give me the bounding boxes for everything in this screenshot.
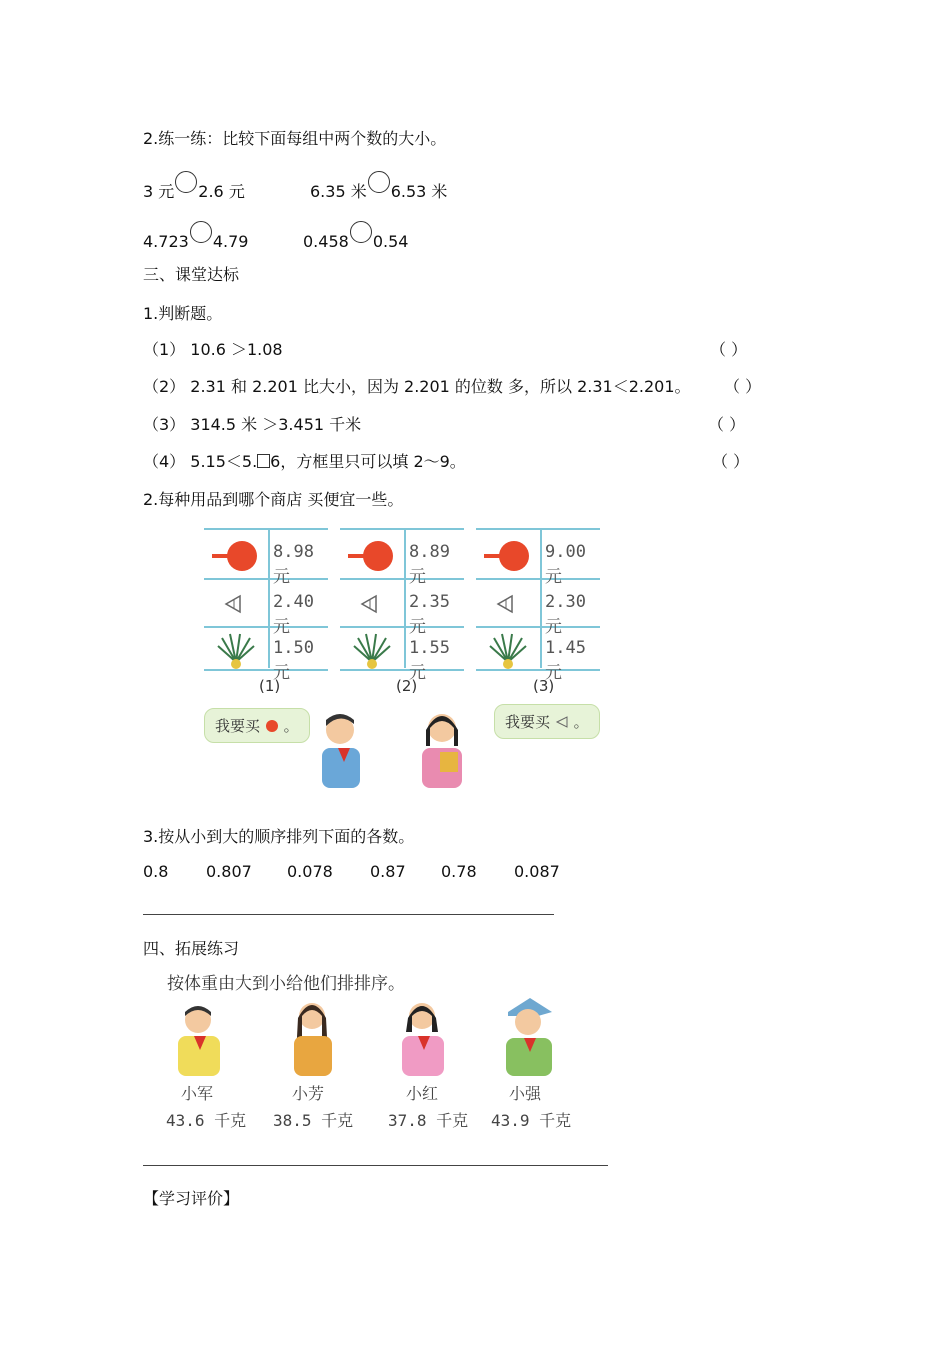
shuttlecock-feather-icon: [476, 628, 540, 674]
person-name: 小芳: [292, 1084, 325, 1103]
compare-right: 6.53 米: [390, 182, 448, 201]
kid-xiaoqiang-illustration: [498, 992, 562, 1082]
price-table-3: [476, 522, 600, 683]
ping-pong-paddle-icon: [204, 532, 268, 578]
answer-line-weight[interactable]: [143, 1165, 608, 1166]
price-feather: 1.45 元: [545, 638, 586, 683]
compare-left: 3 元: [143, 182, 175, 201]
kid-xiaojun-illustration: [170, 1002, 234, 1082]
number-item: 0.078: [287, 862, 333, 881]
compare-right: 4.79: [212, 232, 249, 251]
compare-row-4: [303, 221, 408, 251]
number-list: [143, 862, 168, 881]
question-order-title: 3.按从小到大的顺序排列下面的各数。: [143, 827, 415, 846]
compare-left: 4.723: [143, 232, 189, 251]
tf-answer-paren-3[interactable]: （ ）: [708, 415, 746, 434]
price-shuttlecock: 2.40 元: [273, 592, 314, 637]
speech-bubble-right: [494, 704, 600, 739]
price-feather: 1.55 元: [409, 638, 450, 683]
blank-box[interactable]: [257, 454, 270, 468]
number-item: 0.087: [514, 862, 560, 881]
price-shuttlecock: 2.30 元: [545, 592, 586, 637]
person-name: 小强: [509, 1084, 542, 1103]
price-paddle: 9.00 元: [545, 542, 586, 587]
bubble-text: 我要买: [505, 713, 551, 731]
price-table-2: [340, 522, 464, 683]
girl-illustration: [408, 708, 476, 796]
compare-row-1: [143, 171, 245, 202]
badminton-shuttlecock-icon: [476, 580, 540, 626]
compare-right: 0.54: [372, 232, 409, 251]
person-weight: 43.9 千克: [491, 1111, 572, 1130]
ping-pong-paddle-icon: [340, 532, 404, 578]
speech-bubble-left: [204, 708, 310, 743]
compare-circle[interactable]: [368, 171, 390, 193]
kid-xiaohong-illustration: [394, 998, 452, 1082]
section-title-practice: 2.练一练：比较下面每组中两个数的大小。: [143, 129, 447, 148]
number-item: 0.807: [206, 862, 252, 881]
price-paddle: 8.89 元: [409, 542, 450, 587]
boy-illustration: [310, 710, 376, 796]
person-weight: 43.6 千克: [166, 1111, 247, 1130]
price-table-1: [204, 522, 328, 683]
compare-circle[interactable]: [175, 171, 197, 193]
tf-answer-paren-4[interactable]: （ ）: [712, 452, 750, 471]
price-shuttlecock: 2.35 元: [409, 592, 450, 637]
question-true-false-title: 1.判断题。: [143, 304, 223, 323]
tf-item-4-part-a: （4） 5.15＜5.: [143, 452, 258, 471]
compare-row-3: [143, 221, 248, 251]
compare-row-2: [310, 171, 447, 202]
table-label-1: (1): [259, 677, 281, 695]
table-label-3: (3): [533, 677, 555, 695]
table-label-2: (2): [396, 677, 418, 695]
kid-xiaofang-illustration: [284, 996, 340, 1082]
person-name: 小红: [406, 1084, 439, 1103]
bubble-end: 。: [573, 713, 589, 731]
person-weight: 38.5 千克: [273, 1111, 354, 1130]
price-feather: 1.50 元: [273, 638, 314, 683]
bubble-end: 。: [283, 717, 299, 735]
number-item: 0.87: [370, 862, 406, 881]
number-item: 0.8: [143, 862, 169, 881]
question-shop-title: 2.每种用品到哪个商店 买便宜一些。: [143, 490, 404, 509]
tf-answer-paren-1[interactable]: （ ）: [710, 340, 748, 359]
answer-line-order[interactable]: [143, 914, 554, 915]
instruction-weight-order: 按体重由大到小给他们排排序。: [167, 974, 405, 994]
compare-left: 0.458: [303, 232, 349, 251]
section-heading-class-test: 三、课堂达标: [143, 265, 240, 284]
tf-answer-paren-2[interactable]: （ ）: [724, 377, 762, 396]
tf-item-4: [143, 449, 466, 472]
badminton-shuttlecock-icon: [204, 580, 268, 626]
shuttlecock-feather-icon: [204, 628, 268, 674]
person-name: 小军: [181, 1084, 214, 1103]
number-item: 0.78: [441, 862, 477, 881]
learning-evaluation-heading: 【学习评价】: [143, 1189, 240, 1208]
price-paddle: 8.98 元: [273, 542, 314, 587]
badminton-shuttlecock-icon: [555, 715, 569, 729]
section-heading-extension: 四、拓展练习: [143, 939, 240, 958]
tf-item-3: （3） 314.5 米 ＞3.451 千米: [143, 415, 362, 434]
shuttlecock-feather-icon: [340, 628, 404, 674]
compare-left: 6.35 米: [310, 182, 367, 201]
compare-circle[interactable]: [350, 221, 372, 243]
bubble-text: 我要买: [215, 717, 261, 735]
ping-pong-paddle-icon: [476, 532, 540, 578]
compare-circle[interactable]: [190, 221, 212, 243]
ping-pong-paddle-icon: [265, 719, 279, 733]
compare-right: 2.6 元: [198, 182, 245, 201]
person-weight: 37.8 千克: [388, 1111, 469, 1130]
badminton-shuttlecock-icon: [340, 580, 404, 626]
tf-item-1: （1） 10.6 ＞1.08: [143, 340, 283, 359]
tf-item-4-part-b: 6，方框里只可以填 2～9。: [270, 452, 466, 471]
tf-item-2: （2） 2.31 和 2.201 比大小，因为 2.201 的位数 多，所以 2.31＜2.201。: [143, 377, 691, 396]
